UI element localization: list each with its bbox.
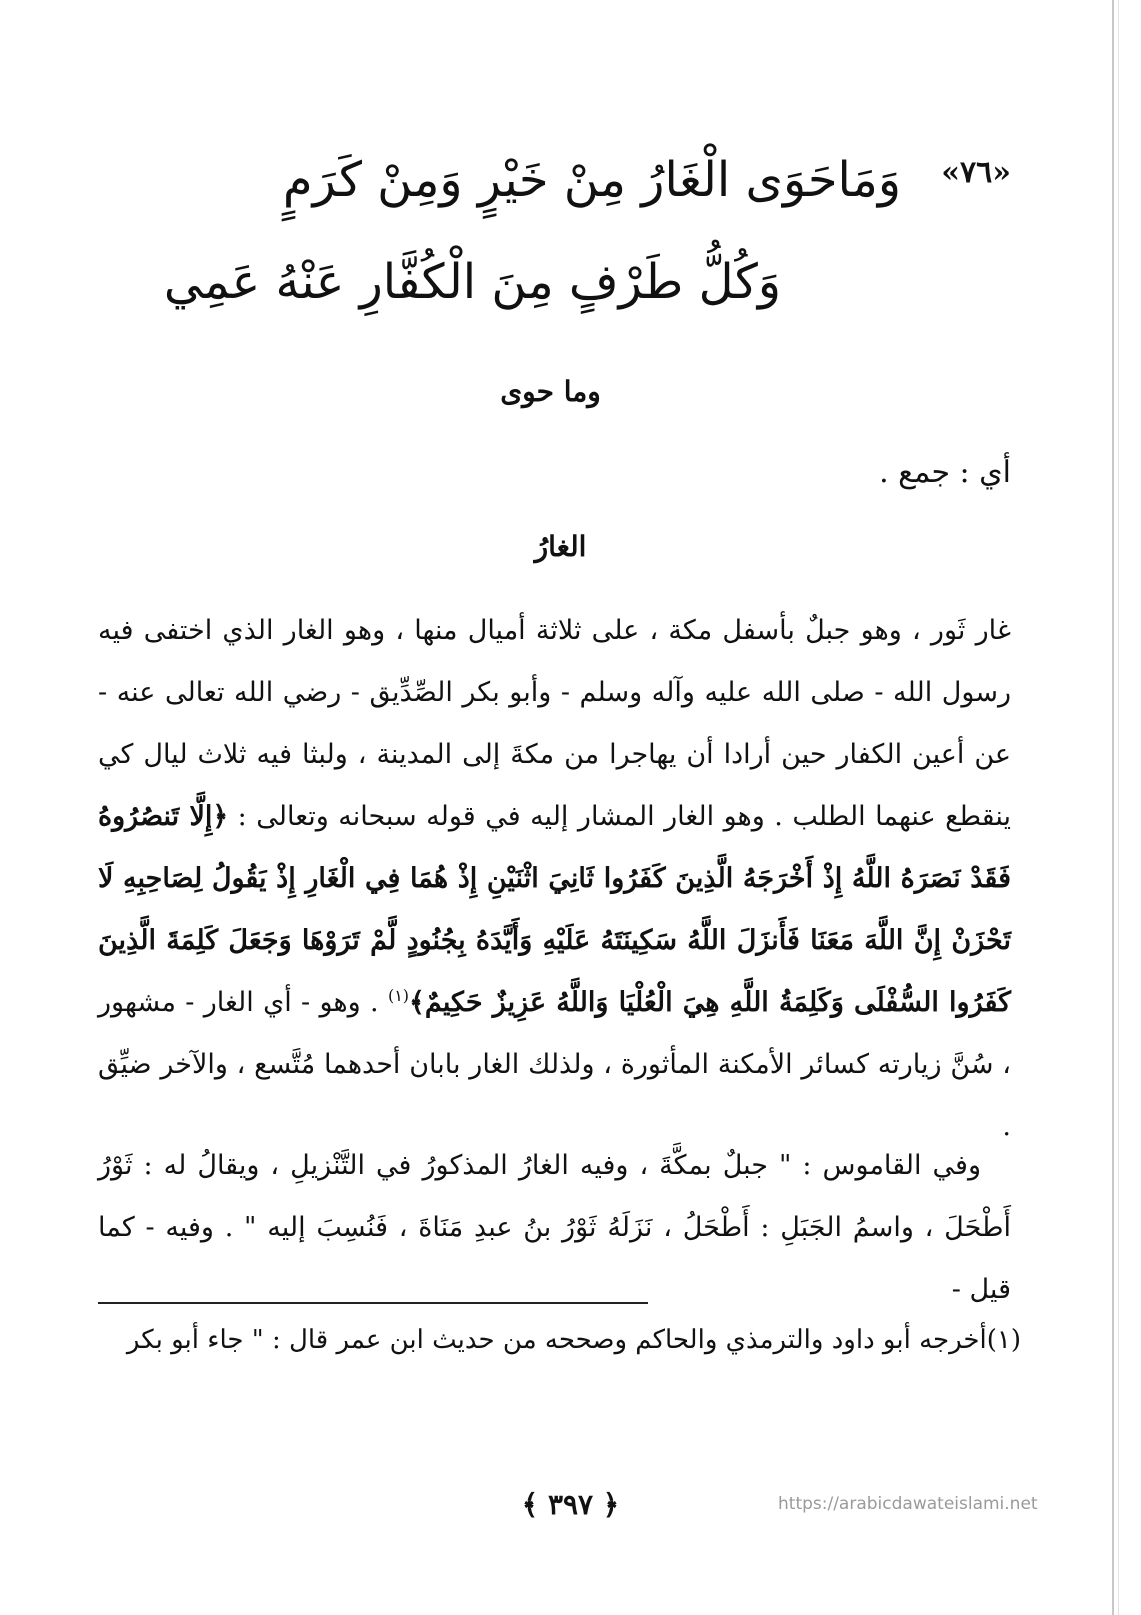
poem-verse bbox=[150, 125, 1011, 337]
word-meaning: أي : جمع . bbox=[879, 455, 1011, 490]
paragraph-ghar-thawr bbox=[98, 600, 1011, 1158]
page-edge-line-secondary bbox=[1118, 0, 1119, 1615]
paragraph-qamus: وفي القاموس : " جبلٌ بمكَّةَ ، وفيه الغارُ المذكورُ في التَّنْزيلِ ، ويقالُ له : ثَوْرُ أَطْحَلَ ، واسمُ الجَبَلِ : أَطْحَلُ ، نَزَلَهُ ثَوْرُ بنُ عبدِ مَنَاةَ ، فَنُسِبَ إليه " . وفيه - كما قيل - bbox=[98, 1150, 1011, 1305]
watermark-url: https://arabicdawateislami.net bbox=[778, 1494, 1038, 1514]
verse-number: «٧٦» bbox=[941, 155, 1011, 190]
quran-quote: ﴿إِلَّا تَنصُرُوهُ فَقَدْ نَصَرَهُ اللَّهُ إِذْ أَخْرَجَهُ الَّذِينَ كَفَرُوا ثَانِيَ اثْنَيْنِ إِذْ هُمَا فِي الْغَارِ إِذْ يَقُولُ لِصَاحِبِهِ لَا تَحْزَنْ إِنَّ اللَّهَ مَعَنَا فَأَنزَلَ اللَّهُ سَكِينَتَهُ عَلَيْهِ وَأَيَّدَهُ بِجُنُودٍ لَّمْ تَرَوْهَا وَجَعَلَ كَلِمَةَ الَّذِينَ كَفَرُوا السُّفْلَى وَكَلِمَةُ اللَّهِ هِيَ الْعُلْيَا وَاللَّهُ عَزِيزٌ حَكِيمٌ﴾ bbox=[98, 801, 1011, 1018]
section-heading-al-ghar: الغارُ bbox=[534, 530, 587, 563]
paragraph-text: . وهو - أي الغار - مشهور ، سُنَّ زيارته كسائر الأمكنة المأثورة ، ولذلك الغار بابان أحدهما مُتَّسع ، والآخر ضيِّق . bbox=[98, 987, 1011, 1142]
section-heading-ma-hawa: وما حوى bbox=[500, 375, 601, 408]
page-number: ﴿ ٣٩٧ ﴾ bbox=[521, 1488, 620, 1521]
footnote: (١)أخرجه أبو داود والترمذي والحاكم وصححه من حديث ابن عمر قال : " جاء أبو بكر bbox=[126, 1325, 1021, 1355]
verse-line-2: وَكُلُّ طَرْفٍ مِنَ الْكُفَّارِ عَنْهُ عَمِي bbox=[163, 254, 781, 310]
footnote-reference[interactable]: (١) bbox=[387, 986, 410, 1005]
verse-line-1: وَمَاحَوَى الْغَارُ مِنْ خَيْرٍ وَمِنْ كَرَمٍ bbox=[282, 152, 901, 208]
footnote-divider bbox=[98, 1302, 648, 1304]
page-edge-line bbox=[1112, 0, 1114, 1615]
paragraph-text: غار ثَور ، وهو جبلٌ بأسفل مكة ، على ثلاثة أميال منها ، وهو الغار الذي اختفى فيه رسول الله - صلى الله عليه وآله وسلم - وأبو بكر الصِّدِّيق - رضي الله تعالى عنه - عن أعين الكفار حين أرادا أن يهاجرا من مكةَ إلى المدينة ، ولبثا فيه ثلاث ليال كي ينقطع عنهما الطلب . وهو الغار المشار إليه في قوله سبحانه وتعالى : bbox=[98, 615, 1011, 832]
